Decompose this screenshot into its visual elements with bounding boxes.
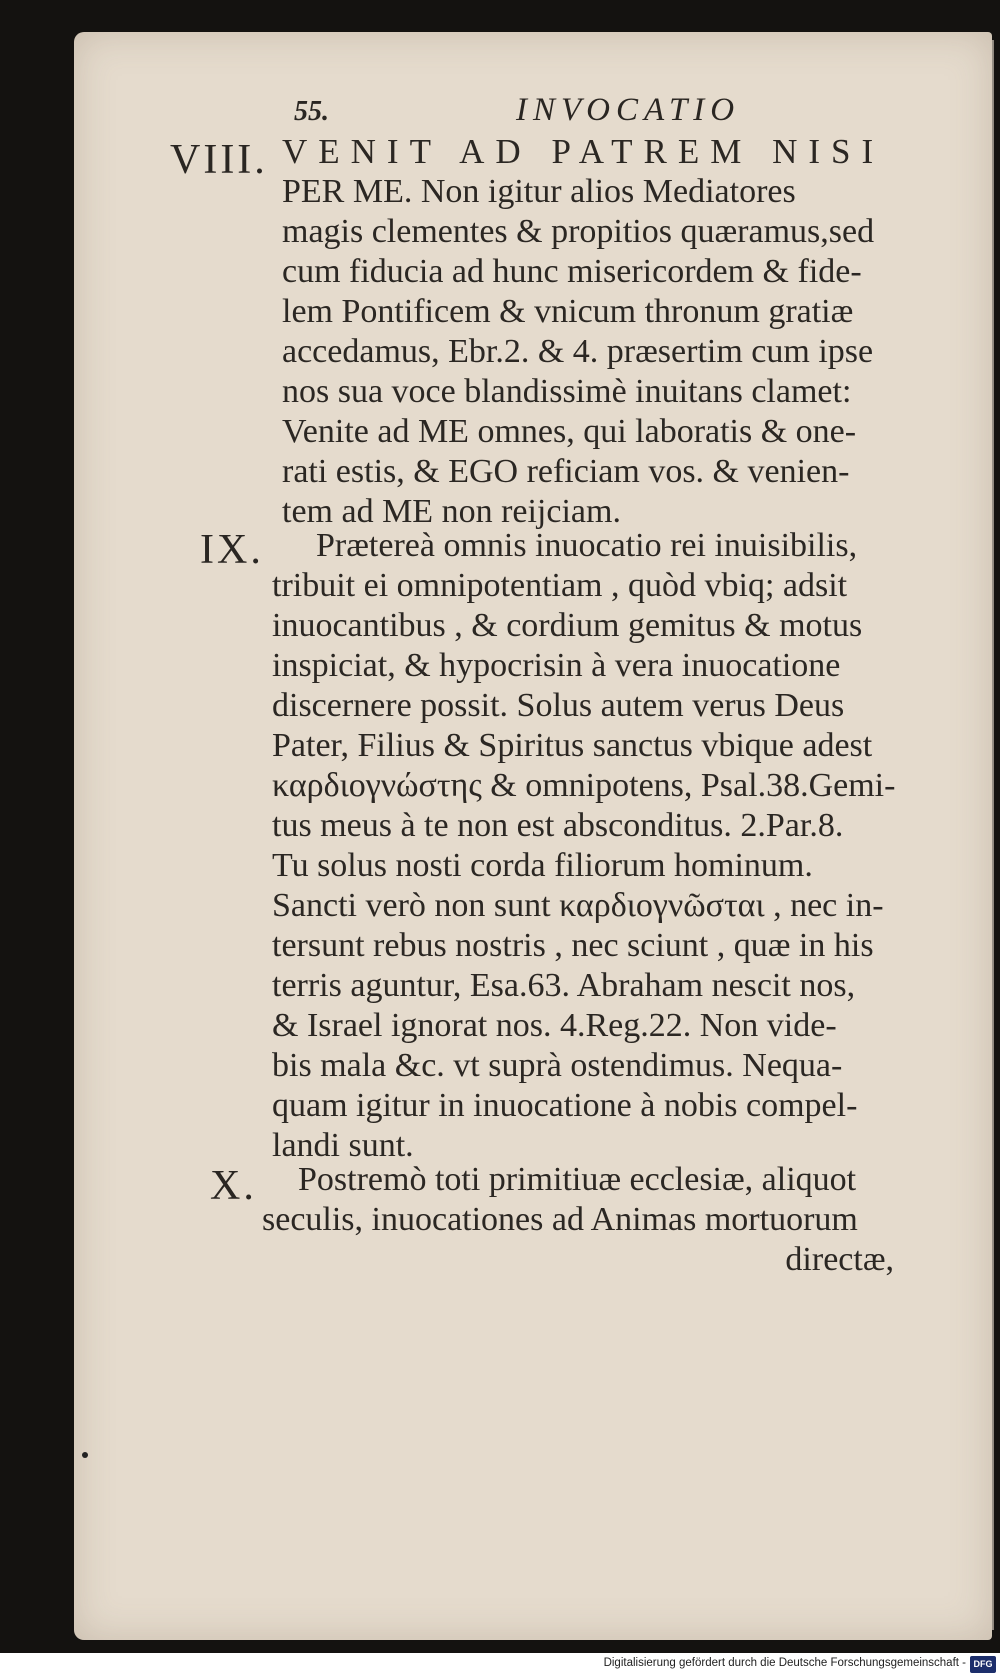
text-line: tersunt rebus nostris , nec sciunt , quæ in his bbox=[272, 927, 874, 964]
text-line: Sancti verò non sunt καρδιογνῶσται , nec in- bbox=[272, 887, 884, 924]
dfg-logo: DFG bbox=[970, 1656, 996, 1673]
text-line: seculis, inuocationes ad Animas mortuorum bbox=[262, 1201, 858, 1238]
text-line: quam igitur in inuocatione à nobis compel- bbox=[272, 1087, 858, 1124]
text-line: Prætereà omnis inuocatio rei inuisibilis, bbox=[316, 527, 858, 564]
text-line: landi sunt. bbox=[272, 1127, 414, 1164]
footer-credit: Digitalisierung gefördert durch die Deutsche Forschungsgemeinschaft - bbox=[603, 1657, 966, 1669]
text-line: Postremò toti primitiuæ ecclesiæ, aliquot bbox=[298, 1161, 857, 1198]
text-line: tus meus à te non est absconditus. 2.Par.8. bbox=[272, 807, 844, 844]
margin-dot bbox=[82, 1452, 88, 1458]
text-line: discernere possit. Solus autem verus Deus bbox=[272, 687, 845, 724]
text-line: tem ad ME non reijciam. bbox=[282, 493, 621, 530]
text-line: magis clementes & propitios quæramus,sed bbox=[282, 213, 875, 250]
text-line: inspiciat, & hypocrisin à vera inuocatione bbox=[272, 647, 841, 684]
text-line: tribuit ei omnipotentiam , quòd vbiq; adsit bbox=[272, 567, 848, 604]
text-line: Pater, Filius & Spiritus sanctus vbique adest bbox=[272, 727, 873, 764]
text-line: rati estis, & EGO reficiam vos. & venien- bbox=[282, 453, 850, 490]
text-line: VENIT AD PATREM NISI bbox=[282, 132, 885, 171]
text-line: cum fiducia ad hunc misericordem & fide- bbox=[282, 253, 862, 290]
catchword: directæ, bbox=[785, 1241, 894, 1278]
text-line: Tu solus nosti corda filiorum hominum. bbox=[272, 847, 813, 884]
text-line: accedamus, Ebr.2. & 4. præsertim cum ipse bbox=[282, 333, 874, 370]
text-line: nos sua voce blandissimè inuitans clamet: bbox=[282, 373, 852, 410]
section-marker-viii: VIII. bbox=[170, 137, 268, 183]
digitization-footer bbox=[0, 1653, 1000, 1678]
running-title: INVOCATIO bbox=[516, 92, 741, 128]
page-number: 55. bbox=[294, 96, 329, 127]
text-line: & Israel ignorat nos. 4.Reg.22. Non vide- bbox=[272, 1007, 837, 1044]
text-line: PER ME. Non igitur alios Mediatores bbox=[282, 173, 796, 210]
section-marker-ix: IX. bbox=[200, 527, 264, 573]
text-line: inuocantibus , & cordium gemitus & motus bbox=[272, 607, 863, 644]
text-line: bis mala &c. vt suprà ostendimus. Nequa- bbox=[272, 1047, 843, 1084]
text-line: lem Pontificem & vnicum thronum gratiæ bbox=[282, 293, 854, 330]
text-line: Venite ad ME omnes, qui laboratis & one- bbox=[282, 413, 857, 450]
text-line: καρδιογνώστης & omnipotens, Psal.38.Gemi- bbox=[272, 767, 896, 804]
section-marker-x: X. bbox=[210, 1163, 257, 1209]
text-line: terris aguntur, Esa.63. Abraham nescit nos, bbox=[272, 967, 856, 1004]
